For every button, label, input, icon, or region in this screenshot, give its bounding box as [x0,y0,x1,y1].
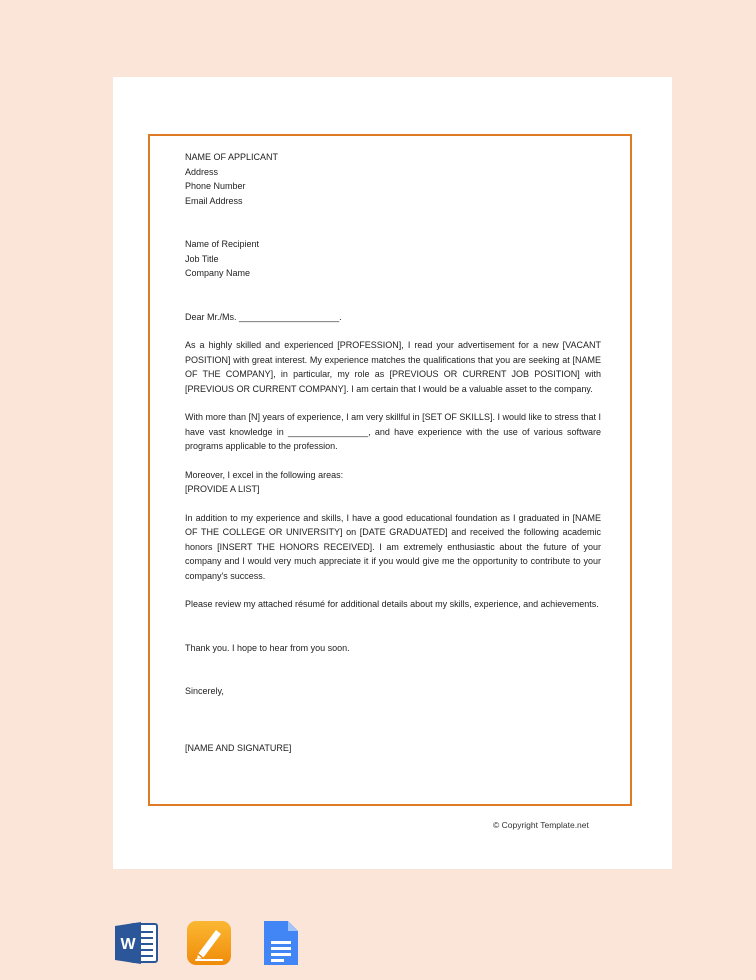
thank-you-line: Thank you. I hope to hear from you soon. [185,642,350,653]
recipient-job-title: Job Title [185,253,219,264]
skills-intro: Moreover, I excel in the following areas: [185,469,344,480]
paragraph-education: In addition to my experience and skills, I have a good educational foundation as I graduated in [NAME OF THE COLLEGE OR UNIVERSITY] on [DATE GRADUATED] and received the following academic honors [INSERT THE HONORS RECEIVED]. I am extremely enthusiastic about the future of your company and I would very much appreciate it if you would give me the opportunity to contribute to your company's success. [185,512,601,581]
word-letter: W [120,936,136,953]
paragraph-introduction: As a highly skilled and experienced [PROFESSION], I read your advertisement for a new [VACANT POSITION] with great interest. My experience matches the qualifications that you are seeking at [NAME OF THE COMPANY], in particular, my role as [PREVIOUS OR CURRENT JOB POSITION] with [PREVIOUS OR CURRENT COMPANY]. I am certain that I would be a valuable asset to the company. [185,340,601,394]
letter-border-frame [148,134,632,806]
microsoft-word-icon[interactable] [113,920,159,966]
apple-pages-icon[interactable] [186,920,232,966]
salutation: Dear Mr./Ms. ____________________. [185,311,342,322]
template-preview-page [113,77,672,869]
recipient-name: Name of Recipient [185,239,260,249]
skills-list-placeholder: [PROVIDE A LIST] [185,484,260,494]
cover-letter-body [185,150,601,755]
sender-phone: Phone Number [185,181,246,191]
signature-placeholder: [NAME AND SIGNATURE] [185,742,292,753]
sender-name: NAME OF APPLICANT [185,152,279,162]
closing: Sincerely, [185,686,224,696]
recipient-company: Company Name [185,268,251,278]
paragraph-experience: With more than [N] years of experience, I am very skillful in [SET OF SKILLS]. I would like to stress that I have vast knowledge in ________________, and have experience with the use of various software programs applicable to the profession. [185,412,601,451]
sender-email: Email Address [185,195,243,206]
paragraph-resume: Please review my attached résumé for additional details about my skills, experience, and achievements. [185,599,599,609]
google-docs-icon[interactable] [258,920,304,966]
sender-address: Address [185,166,219,177]
copyright-notice: © Copyright Template.net [493,820,589,830]
